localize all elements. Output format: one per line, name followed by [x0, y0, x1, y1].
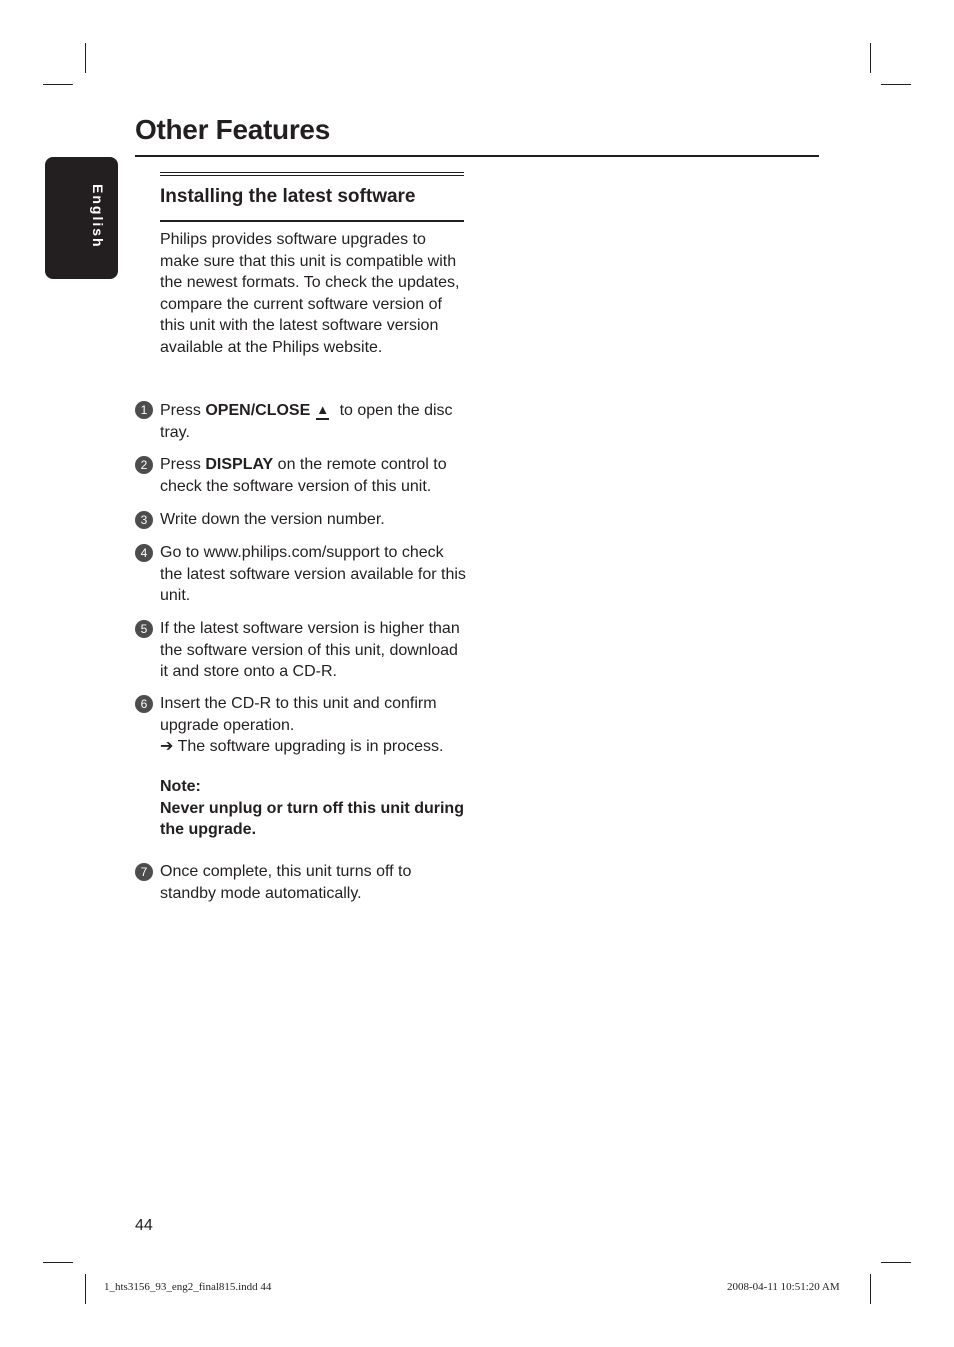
- crop-mark: [870, 1274, 871, 1304]
- section-title: Installing the latest software: [160, 186, 416, 207]
- page-title: Other Features: [135, 114, 330, 145]
- note-label: Note:: [160, 778, 201, 795]
- button-name: DISPLAY: [205, 456, 274, 473]
- eject-icon: ▲: [316, 399, 329, 420]
- button-name: OPEN/CLOSE: [205, 402, 311, 419]
- footer-file-info: 1_hts3156_93_eng2_final815.indd 44: [104, 1281, 272, 1293]
- crop-mark: [881, 1262, 911, 1263]
- step-4: 4 Go to www.philips.com/support to check the latest software version available for this unit.: [135, 542, 475, 607]
- language-tab: [45, 157, 118, 279]
- language-tab-label: English: [90, 184, 106, 249]
- crop-mark: [85, 43, 86, 73]
- note-box: [160, 776, 464, 841]
- step-result: ➔ The software upgrading is in process.: [160, 738, 444, 755]
- title-divider: [135, 155, 819, 157]
- step-number: 2: [135, 456, 153, 474]
- step-3: 3 Write down the version number.: [135, 509, 475, 531]
- step-2: 2 Press DISPLAY on the remote control to check the software version of this unit.: [135, 454, 475, 497]
- note-text: Never unplug or turn off this unit during the upgrade.: [160, 799, 464, 838]
- footer-timestamp: 2008-04-11 10:51:20 AM: [727, 1281, 840, 1293]
- step-number: 5: [135, 620, 153, 638]
- step-number: 7: [135, 863, 153, 881]
- step-number: 6: [135, 695, 153, 713]
- step-1: 1 Press OPEN/CLOSE ▲ to open the disc tray.: [135, 399, 475, 443]
- crop-mark: [43, 1262, 73, 1263]
- crop-mark: [85, 1274, 86, 1304]
- crop-mark: [43, 84, 73, 85]
- step-7: 7 Once complete, this unit turns off to standby mode automatically.: [135, 861, 475, 904]
- step-number: 1: [135, 401, 153, 419]
- crop-mark: [881, 84, 911, 85]
- section-header: [160, 172, 464, 222]
- step-number: 4: [135, 544, 153, 562]
- intro-paragraph: Philips provides software upgrades to make sure that this unit is compatible with the newest formats. To check the updates, compare the current software version of this unit with the latest software version available at the Philips website.: [160, 231, 460, 356]
- arrow-right-icon: ➔: [160, 738, 174, 755]
- step-6: 6 Insert the CD-R to this unit and confirm upgrade operation. ➔ The software upgrading is in process.: [135, 693, 475, 758]
- crop-mark: [870, 43, 871, 73]
- step-5: 5 If the latest software version is higher than the software version of this unit, download it and store onto a CD-R.: [135, 618, 475, 683]
- step-number: 3: [135, 511, 153, 529]
- page-number: 44: [135, 1217, 153, 1234]
